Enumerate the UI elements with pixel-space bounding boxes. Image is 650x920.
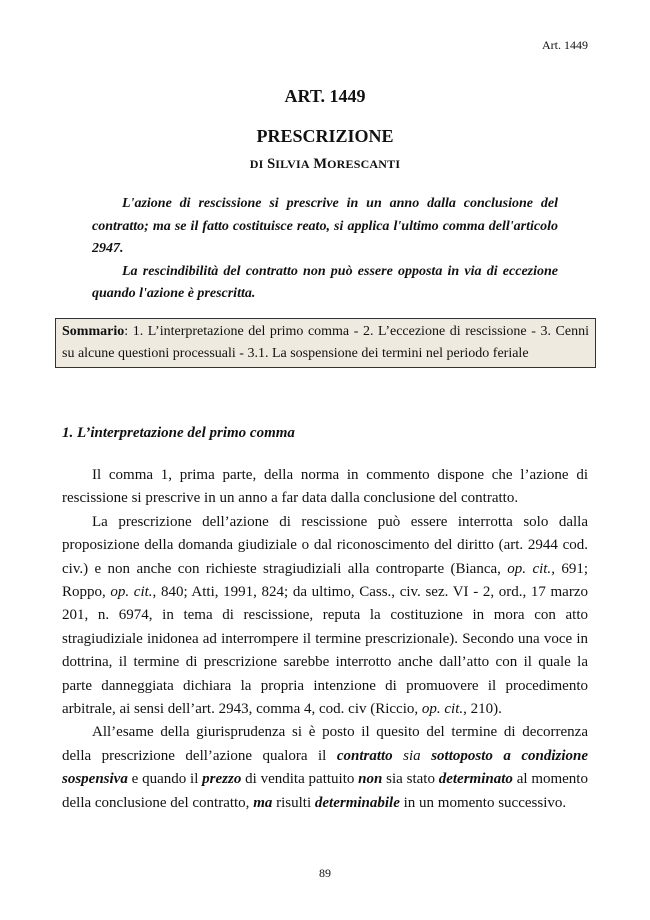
- body-paragraph-2: [62, 511, 588, 722]
- summary-label: Sommario: [62, 324, 125, 339]
- emphasis-run: ma: [253, 794, 273, 811]
- body-text: [62, 464, 588, 815]
- law-paragraph-1: L'azione di rescissione si prescrive in un anno dalla conclusione del contratto; ma se il fatto costituisce reato, si applica l'ultimo comma dell'articolo 2947.: [92, 196, 558, 256]
- emphasis-run: determinabile: [314, 794, 400, 811]
- summary-text: : 1. L’interpretazione del primo comma - 2. L’eccezione di rescissione - 3. Cenni su alcune questioni processuali - 3.1. La sospensione dei termini nel periodo feriale: [62, 324, 589, 361]
- author-first-initial: S: [267, 156, 276, 172]
- chapter-heading: PRESCRIZIONE: [256, 126, 394, 146]
- author-line: [0, 156, 650, 173]
- text-run: e quando il: [127, 771, 203, 788]
- text-run: sia stato: [382, 771, 439, 788]
- summary-box: [55, 318, 596, 368]
- text-run: , 210).: [463, 701, 502, 718]
- page-number: 89: [319, 866, 331, 880]
- law-text: [92, 193, 558, 306]
- citation-run: op. cit.: [507, 560, 552, 577]
- emphasis-run: non: [358, 771, 383, 788]
- author-prefix: DI: [249, 157, 264, 171]
- author-last-rest: ORESCANTI: [327, 157, 401, 171]
- author-last-initial: M: [313, 156, 328, 172]
- emphasis-run: determinato: [438, 771, 513, 788]
- author-first-rest: ILVIA: [275, 157, 310, 171]
- text-run: [393, 748, 404, 764]
- running-head: Art. 1449: [542, 38, 588, 52]
- text-run: risulti: [272, 794, 315, 811]
- text-run: , 840; Atti, 1991, 824; da ultimo, Cass., civ. sez. VI - 2, ord., 17 marzo 201, n. 6974, in tema di rescissione, reputa la costituzione in mora con atto stragiudiziale inidonea ad interrompere il termine prescrizionale). Secondo una voce in dottrina, il termine di prescrizione sarebbe interrotto anche dall’atto con il quale la parte danneggiata dichiara la propria intenzione di promuovere il procedimento arbitrale, ai sensi dell’art. 2943, comma 4, cod. civ (Riccio,: [62, 584, 588, 718]
- body-paragraph-3: [62, 721, 588, 815]
- article-title: ART. 1449: [284, 86, 366, 106]
- text-run: al momento della conclusione del contratto,: [62, 771, 588, 811]
- text-run: All’esame della giurisprudenza si è posto il quesito del termine di decorrenza della prescrizione dell’azione qualora il: [62, 724, 588, 764]
- text-run: [421, 748, 432, 764]
- emphasis-run: sia: [403, 747, 421, 764]
- text-run: di vendita pattuito: [241, 771, 359, 788]
- citation-run: op. cit.: [110, 584, 153, 601]
- text-run: in un momento successivo.: [399, 794, 567, 811]
- emphasis-run: prezzo: [202, 771, 242, 788]
- emphasis-run: contratto: [336, 747, 393, 764]
- body-paragraph-1: Il comma 1, prima parte, della norma in commento dispone che l’azione di rescissione si prescrive in un anno a far data dalla conclusione del contratto.: [62, 467, 588, 507]
- text-run: La prescrizione dell’azione di rescissione può essere interrotta solo dalla proposizione della domanda giudiziale o dal riconoscimento del diritto (art. 2944 cod. civ.) e non anche con richieste stragiudiziali alla controparte (Bianca,: [62, 513, 588, 577]
- law-paragraph-2: La rescindibilità del contratto non può essere opposta in via di eccezione quando l'azione è prescritta.: [92, 263, 558, 301]
- section-heading: 1. L’interpretazione del primo comma: [62, 425, 295, 441]
- text-run: , 691; Roppo,: [62, 560, 588, 601]
- citation-run: op. cit.: [421, 701, 464, 718]
- emphasis-run: sottoposto a condizione sospensiva: [62, 747, 589, 788]
